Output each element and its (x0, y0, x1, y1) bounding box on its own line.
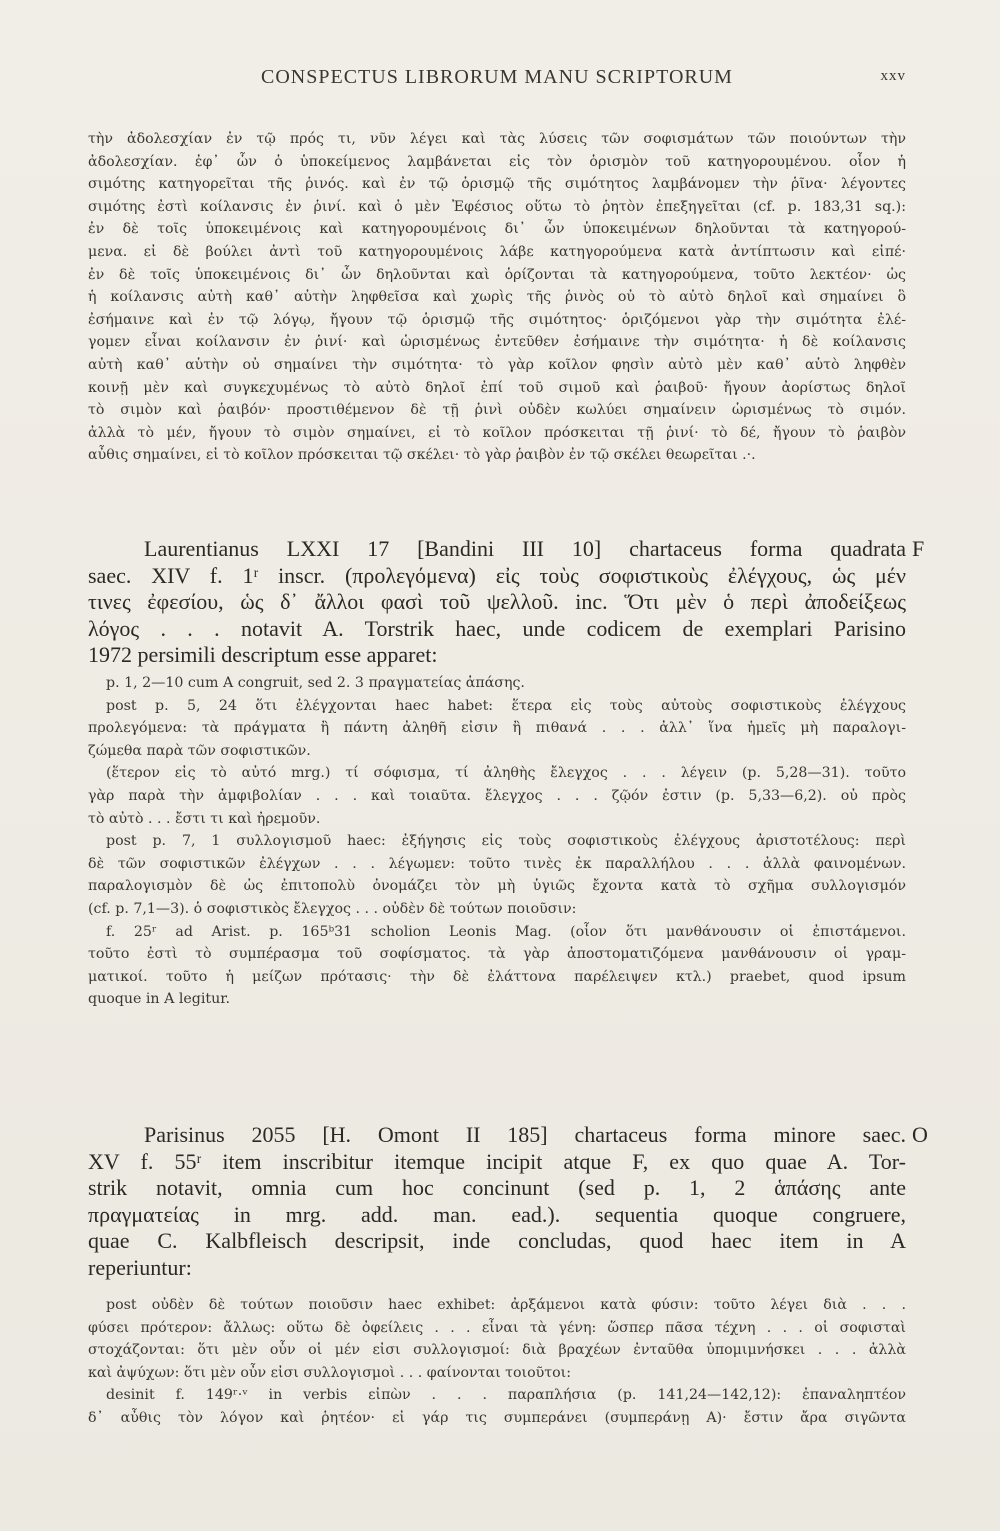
text-line: ἀδολεσχίαν. ἐφ᾽ ὧν ὁ ὑποκείμενος λαμβάνεται εἰς τὸν ὁρισμὸν τοῦ κατηγορουμένου. οἷον ἡ (88, 153, 906, 170)
manuscript-entry-parisinus (88, 1122, 906, 1282)
collation-notes-o (88, 1294, 906, 1430)
text-line: post p. 5, 24 ὅτι ἐλέγχονται haec habet: ἕτερα εἰς τοὺς αὐτοὺς σοφιστικοὺς ἐλέγχους (106, 697, 906, 714)
text-line: post p. 7, 1 συλλογισμοῦ haec: ἐξήγησις εἰς τοὺς σοφιστικοὺς ἐλέγχους ἀριστοτέλους: περὶ (106, 833, 906, 850)
text-line: Laurentianus LXXI 17 [Bandini III 10] chartaceus forma quadrata (144, 536, 906, 561)
text-line: quoque in A legitur. (88, 991, 230, 1008)
text-line: ἡ κοίλανσις αὐτὴ καθ᾽ αὑτὴν ληφθεῖσα καὶ χωρὶς τῆς ῥινὸς οὐ τὸ αὐτὸ δηλοῖ καὶ σημαίνει ὃ (88, 289, 906, 306)
text-line: strik notavit, omnia cum hoc concinunt (sed p. 1, 2 ἁπάσης ante (88, 1175, 906, 1201)
text-line: saec. XIV f. 1ʳ inscr. (προλεγόμενα) εἰς τοὺς σοφιστικοὺς ἐλέγχους, ὡς μέν (88, 562, 906, 588)
text-line: ἐν δὲ τοῖς ὑποκειμένοις καὶ κατηγορουμένοις δι᾽ ὧν ὑποκειμένων δηλοῦνται τὰ κατηγορού- (88, 221, 906, 238)
text-line: σιμότης ἐστὶ κοίλανσις ἐν ῥινί. καὶ ὁ μὲν Ἐφέσιος οὕτω τὸ ῥητὸν ἐπεξηγεῖται (cf. p. 183,31 sq.): (88, 198, 906, 215)
text-line: quae C. Kalbfleisch descripsit, inde concludas, quod haec item in A (88, 1228, 906, 1254)
text-line: παραλογισμὸν δὲ ὡς ἐπιτοπολὺ ὀνομάζει τὸν μὴ ὑγιῶς ἔχοντα κατὰ τὸ σχῆμα συλλογισμόν (88, 878, 906, 895)
text-line: Parisinus 2055 [H. Omont II 185] chartaceus forma minore saec. (144, 1122, 906, 1147)
text-line: αὖθις σημαίνει, εἰ τὸ κοῖλον πρόσκειται τῷ σκέλει· τὸ γὰρ ῥαιβὸν ἐν τῷ σκέλει θεωρεῖται .·. (88, 447, 756, 464)
text-line: τὸ αὐτὸ . . . ἔστι τι καὶ ἠρεμοῦν. (88, 810, 321, 827)
text-line: ἐσήμαινε καὶ ἐν τῷ λόγῳ, ἤγουν τῷ ὁρισμῷ τῆς σιμότητος· ὁριζόμενοι γὰρ τὴν σιμότητα ἐλέ- (88, 311, 906, 328)
page-title: CONSPECTUS LIBRORUM MANU SCRIPTORUM (261, 66, 733, 88)
manuscript-siglum: F (912, 536, 925, 561)
text-line: ἀλλὰ τὸ μέν, ἤγουν τὸ σιμὸν σημαίνει, εἰ τὸ κοῖλον πρόσκειται τῇ ῥινί· τὸ δέ, ἤγουν τὸ ῥαιβὸν (88, 424, 906, 441)
text-line: f. 25ʳ ad Arist. p. 165ᵇ31 scholion Leonis Mag. (οἷον ὅτι μανθάνουσιν οἱ ἐπιστάμενοι. (106, 923, 906, 940)
scholia-paragraph (88, 128, 906, 467)
manuscript-entry-laurentianus (88, 536, 906, 669)
manuscript-siglum: O (912, 1122, 928, 1147)
text-line: δ᾽ αὖθις τὸν λόγον καὶ ῥητέον· εἰ γάρ τις συμπεράνει (συμπεράνῃ A)· ἔστιν ἄρα σιγῶντα (88, 1409, 906, 1426)
text-line: ζώμεθα παρὰ τῶν σοφιστικῶν. (88, 742, 311, 759)
text-line: μενα. εἰ δὲ βούλει ἀντὶ τοῦ κατηγορουμένοις λάβε κατηγορούμενα κατὰ ἀντίπτωσιν καὶ εἰπέ· (88, 243, 906, 260)
text-line: φύσει πρότερον: ἄλλως: οὕτω δὲ ὀφείλεις . . . εἶναι τὰ γένη: ὥσπερ πᾶσα τέχνη . . . οἱ σοφισταὶ (88, 1319, 906, 1336)
text-line: αὐτὴ καθ᾽ αὑτὴν οὐ σημαίνει τὴν σιμότητα· τὸ γὰρ κοῖλον φησὶν αὐτὸ μὲν καθ᾽ αὑτὸ ληφθὲν (88, 356, 906, 373)
text-line: σιμότης κατηγορεῖται τῆς ῥινός. καὶ ἐν τῷ ὁρισμῷ τῆς σιμότητος λαμβάνομεν τὴν ῥῖνα· λέγοντες (88, 176, 906, 193)
text-line: desinit f. 149ʳ·ᵛ in verbis εἰπὼν . . . παραπλήσια (p. 141,24—142,12): ἐπαναληπτέον (106, 1387, 906, 1404)
text-line: 1972 persimili descriptum esse apparet: (88, 642, 438, 668)
text-line: στοχάζονται: ὅτι μὲν οὖν οἱ μέν εἰσι συλλογισμοί: διὰ βραχέων ἐνταῦθα ὑπομιμνήσκει . . . ἀλλὰ (88, 1342, 906, 1359)
text-line: προλεγόμενα: τὰ πράγματα ἢ πάντη ἀληθῆ εἰσιν ἢ πιθανά . . . ἀλλ᾽ ἵνα ἡμεῖς μὴ παραλογι- (88, 720, 906, 737)
text-line: κοινῇ μὲν καὶ συγκεχυμένως τὸ αὐτὸ δηλοῖ ἐπί τοῦ σιμοῦ καὶ ῥαιβοῦ· ἤγουν ἀορίστως δηλοῖ (88, 379, 906, 396)
text-line: τινες ἐφεσίου, ὡς δ᾽ ἄλλοι φασὶ τοῦ ψελλοῦ. inc. Ὅτι μὲν ὁ περὶ ἀποδείξεως (88, 589, 906, 615)
text-line: πραγματείας in mrg. add. man. ead.). sequentia quoque congruere, (88, 1201, 906, 1227)
text-line: τὴν ἀδολεσχίαν ἐν τῷ πρός τι, νῦν λέγει καὶ τὰς λύσεις τῶν σοφισμάτων τῶν ποιούντων τὴν (88, 131, 906, 147)
running-head (88, 66, 906, 90)
text-line: ματικοί. τοῦτο ἡ μείζων πρότασις· τὴν δὲ ἐλάττονα παρέλειψεν κτλ.) praebet, quod ipsum (88, 968, 906, 985)
collation-notes-f (88, 672, 906, 1011)
text-line: λόγος . . . notavit A. Torstrik haec, unde codicem de exemplari Parisino (88, 615, 906, 641)
text-line: (ἕτερον εἰς τὸ αὐτό mrg.) τί σόφισμα, τί ἀληθὴς ἔλεγχος . . . λέγειν (p. 5,28—31). τοῦτο (106, 765, 906, 782)
page-number: xxv (880, 68, 906, 84)
text-line: δὲ τῶν σοφιστικῶν ἐλέγχων . . . λέγωμεν: τοῦτο τινὲς ἐκ παραλλήλου . . . ἀλλὰ φαινομένων. (88, 855, 906, 872)
text-line: τοῦτο ἐστὶ τὸ συμπέρασμα τοῦ σοφίσματος. τὰ γὰρ ἀποστοματιζόμενα μανθάνουσιν οἱ γραμ- (88, 946, 906, 963)
text-line: (cf. p. 7,1—3). ὁ σοφιστικὸς ἔλεγχος . . . οὐδὲν δὲ τούτων ποιοῦσιν: (88, 900, 577, 917)
text-line: reperiuntur: (88, 1254, 192, 1280)
text-line: p. 1, 2—10 cum A congruit, sed 2. 3 πραγματείας ἁπάσης. (106, 675, 525, 691)
text-line: τὸ σιμὸν καὶ ῥαιβόν· προστιθέμενον δὲ τῇ ῥινὶ οὐδὲν κωλύει σημαίνειν ὡρισμένως τὸ σιμόν. (88, 402, 906, 419)
text-line: καὶ ἀψύχων: ὅτι μὲν οὖν εἰσι συλλογισμοὶ . . . φαίνονται τοιοῦτοι: (88, 1364, 572, 1381)
text-line: post οὐδὲν δὲ τούτων ποιοῦσιν haec exhibet: ἀρξάμενοι κατὰ φύσιν: τοῦτο λέγει διὰ . . . (106, 1297, 906, 1313)
text-line: XV f. 55ʳ item inscribitur itemque incipit atque F, ex quo quae A. Tor- (88, 1148, 906, 1174)
text-line: γὰρ παρὰ τὴν ἀμφιβολίαν . . . καὶ τοιαῦτα. ἔλεγχος . . . ζῷόν ἐστιν (p. 5,33—6,2). οὐ πρὸς (88, 787, 906, 804)
text-line: ἐν δὲ τοῖς ὑποκειμένοις δι᾽ ὧν δηλοῦνται καὶ ὁρίζονται τὰ κατηγορούμενα, τοῦτο λεκτέον· ὡς (88, 266, 906, 283)
text-line: γομεν εἶναι κοίλανσιν ἐν ῥινί· καὶ ὡρισμένως ἐντεῦθεν ἐσήμαινε τὴν σιμότητα· ἡ δὲ κοίλανσις (88, 334, 906, 351)
